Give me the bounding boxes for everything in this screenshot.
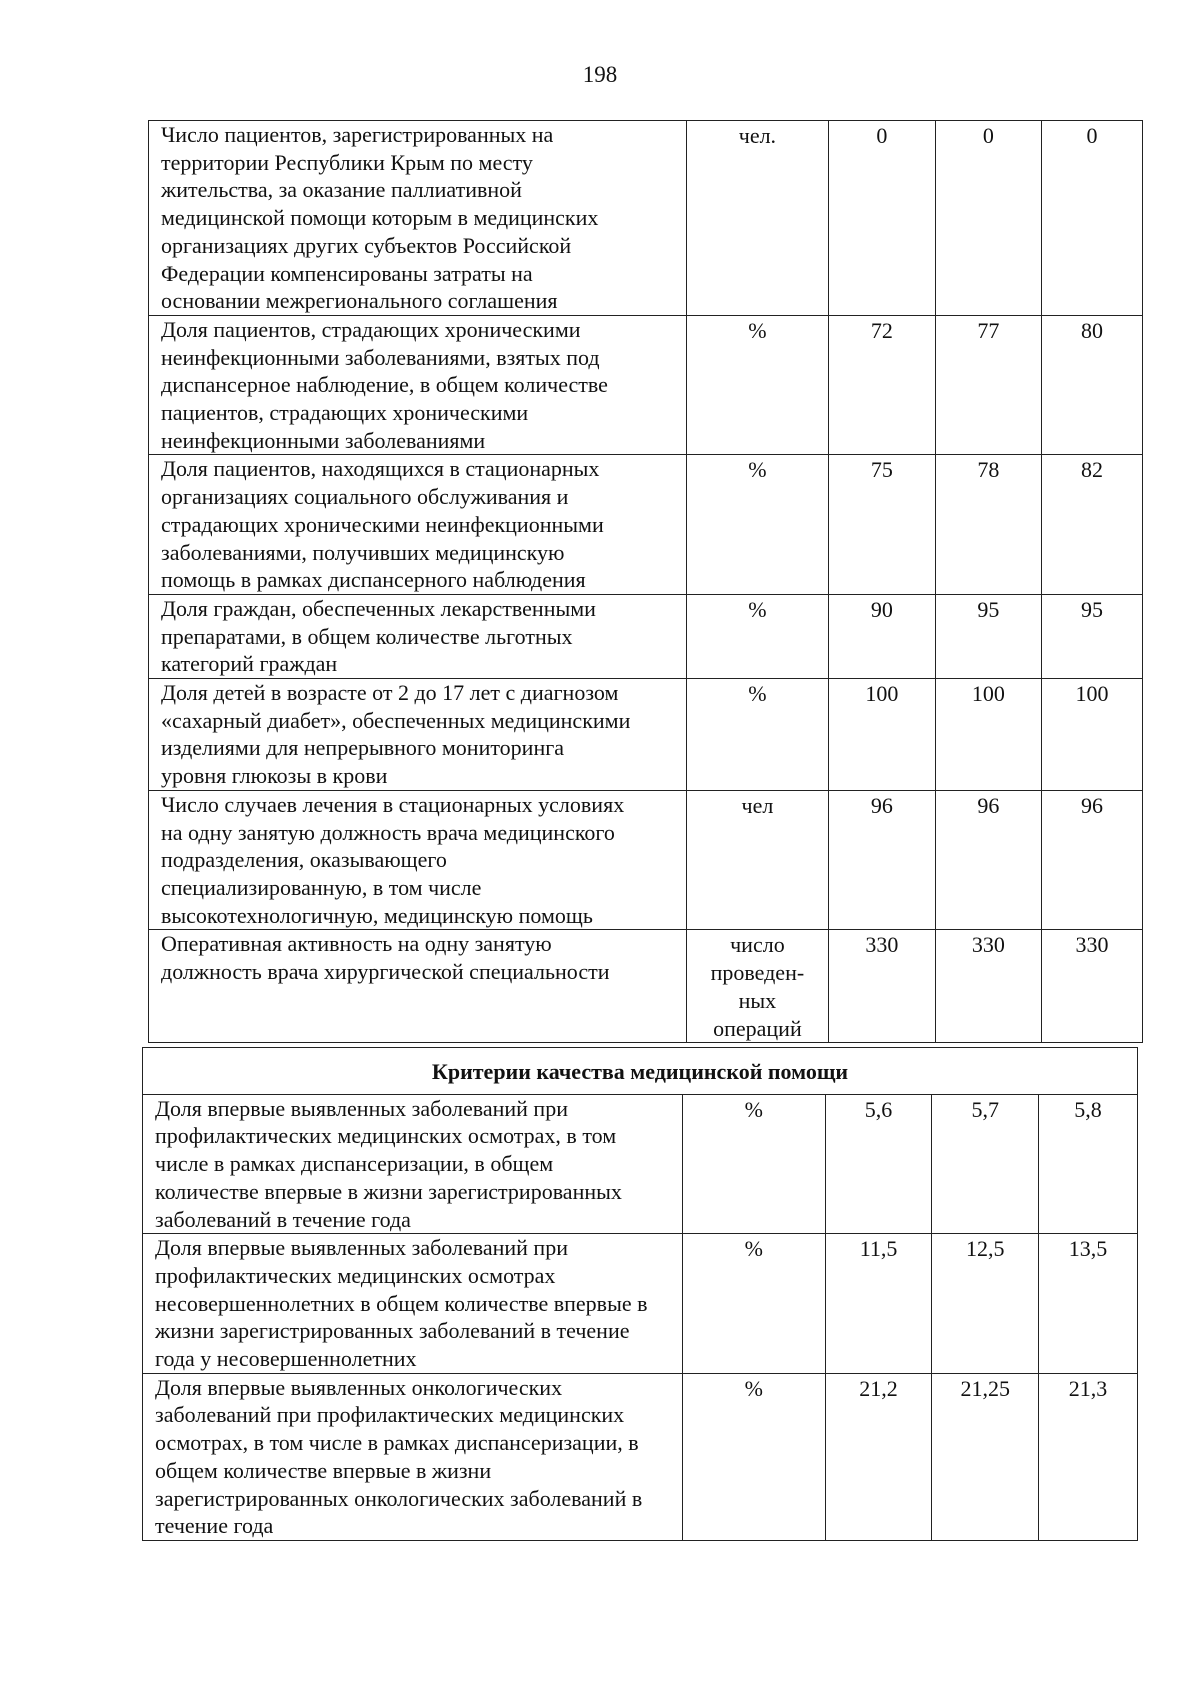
indicator-text-line: заболеваний при профилактических медицинских — [155, 1402, 625, 1428]
value-cell-year-3: 100 — [1042, 679, 1143, 791]
unit-text-line: % — [748, 681, 767, 707]
indicator-cell — [149, 121, 687, 316]
indicator-text-line: Число пациентов, зарегистрированных на — [161, 122, 554, 147]
unit-text-line: ных — [738, 987, 777, 1013]
indicator-cell — [149, 594, 687, 678]
indicator-text-line: Доля пациентов, находящихся в стационарных — [161, 456, 600, 482]
value-cell-year-2: 21,25 — [932, 1373, 1039, 1540]
value-cell-year-1: 0 — [829, 121, 935, 316]
indicator-text-line: организациях других субъектов Российской — [161, 232, 572, 258]
value-cell-year-1: 75 — [829, 455, 935, 595]
unit-cell — [686, 121, 829, 316]
value-cell-year-3: 82 — [1042, 455, 1143, 595]
indicator-text-line: жительства, за оказание паллиативной — [161, 177, 522, 203]
indicator-cell — [143, 1094, 683, 1234]
indicator-cell — [149, 315, 687, 455]
indicator-text-line: профилактических медицинских осмотрах — [155, 1262, 556, 1288]
value-cell-year-2: 96 — [935, 790, 1041, 930]
indicator-text-line: препаратами, в общем количестве льготных — [161, 623, 573, 649]
table-row — [143, 1094, 1138, 1234]
value-cell-year-1: 5,6 — [825, 1094, 932, 1234]
unit-cell — [686, 455, 829, 595]
indicator-text-line: количестве впервые в жизни зарегистрированных — [155, 1178, 622, 1204]
unit-cell — [682, 1373, 825, 1540]
indicator-text-line: Доля впервые выявленных заболеваний при — [155, 1235, 568, 1261]
indicator-text-line: высокотехнологичную, медицинскую помощь — [161, 902, 593, 928]
value-cell-year-1: 11,5 — [825, 1234, 932, 1374]
section-header-row — [143, 1048, 1138, 1095]
value-cell-year-2: 100 — [935, 679, 1041, 791]
value-cell-year-2: 78 — [935, 455, 1041, 595]
page-number: 198 — [582, 62, 618, 87]
value-cell-year-3: 13,5 — [1039, 1234, 1138, 1374]
indicator-text-line: подразделения, оказывающего — [161, 847, 447, 873]
value-cell-year-3: 21,3 — [1039, 1373, 1138, 1540]
indicator-text-line: категорий граждан — [161, 651, 338, 677]
unit-text-line: операций — [713, 1015, 802, 1041]
indicator-cell — [149, 679, 687, 791]
indicator-text-line: осмотрах, в том числе в рамках диспансеризации, в — [155, 1430, 639, 1456]
unit-text-line: % — [748, 457, 767, 483]
value-cell-year-2: 330 — [935, 930, 1041, 1043]
value-cell-year-3: 330 — [1042, 930, 1143, 1043]
indicator-text-line: специализированную, в том числе — [161, 874, 482, 900]
indicator-text-line: течение года — [155, 1513, 274, 1539]
unit-text-line: % — [748, 317, 767, 343]
indicator-text-line: территории Республики Крым по месту — [161, 149, 533, 175]
table-row — [149, 679, 1143, 791]
section-title: Критерии качества медицинской помощи — [143, 1048, 1138, 1095]
unit-text-line: чел. — [738, 123, 777, 148]
indicator-text-line: страдающих хроническими неинфекционными — [161, 511, 604, 537]
value-cell-year-2: 5,7 — [932, 1094, 1039, 1234]
unit-cell — [682, 1234, 825, 1374]
indicator-text-line: основании межрегионального соглашения — [161, 288, 558, 314]
table-row — [149, 121, 1143, 316]
unit-text-line: % — [744, 1096, 763, 1122]
indicator-text-line: Доля детей в возрасте от 2 до 17 лет с диагнозом — [161, 680, 619, 706]
value-cell-year-3: 5,8 — [1039, 1094, 1138, 1234]
table-row — [143, 1234, 1138, 1374]
indicator-text-line: числе в рамках диспансеризации, в общем — [155, 1151, 554, 1177]
table-row — [149, 315, 1143, 455]
indicator-text-line: Доля пациентов, страдающих хроническими — [161, 316, 581, 342]
value-cell-year-1: 330 — [829, 930, 935, 1043]
indicator-text-line: зарегистрированных онкологических заболеваний в — [155, 1485, 643, 1511]
value-cell-year-3: 80 — [1042, 315, 1143, 455]
unit-cell — [686, 679, 829, 791]
indicator-cell — [143, 1373, 683, 1540]
indicator-text-line: Доля граждан, обеспеченных лекарственными — [161, 595, 596, 621]
indicator-text-line: Оперативная активность на одну занятую — [161, 931, 552, 957]
indicator-text-line: изделиями для непрерывного мониторинга — [161, 735, 565, 761]
indicator-cell — [149, 930, 687, 1043]
indicator-text-line: «сахарный диабет», обеспеченных медицинскими — [161, 707, 631, 733]
value-cell-year-3: 95 — [1042, 594, 1143, 678]
indicator-text-line: помощь в рамках диспансерного наблюдения — [161, 567, 586, 593]
indicator-cell — [149, 790, 687, 930]
quality-criteria-table — [142, 1047, 1138, 1541]
indicator-text-line: организациях социального обслуживания и — [161, 484, 569, 510]
value-cell-year-2: 95 — [935, 594, 1041, 678]
indicator-text-line: неинфекционными заболеваниями — [161, 427, 486, 453]
indicator-text-line: на одну занятую должность врача медицинского — [161, 819, 615, 845]
table-row — [149, 790, 1143, 930]
indicator-text-line: заболеваний в течение года — [155, 1206, 411, 1232]
value-cell-year-1: 21,2 — [825, 1373, 932, 1540]
unit-cell — [686, 790, 829, 930]
indicators-table — [148, 120, 1143, 1043]
indicator-text-line: общем количестве впервые в жизни — [155, 1457, 492, 1483]
indicator-text-line: жизни зарегистрированных заболеваний в течение — [155, 1318, 630, 1344]
unit-text-line: проведен- — [710, 960, 805, 986]
table-row — [149, 594, 1143, 678]
table-row — [149, 930, 1143, 1043]
indicator-text-line: медицинской помощи которым в медицинских — [161, 205, 599, 231]
indicator-text-line: пациентов, страдающих хроническими — [161, 400, 529, 426]
value-cell-year-3: 0 — [1042, 121, 1143, 316]
value-cell-year-3: 96 — [1042, 790, 1143, 930]
value-cell-year-1: 100 — [829, 679, 935, 791]
unit-cell — [686, 594, 829, 678]
value-cell-year-2: 0 — [935, 121, 1041, 316]
unit-text-line: % — [748, 596, 767, 622]
unit-cell — [682, 1094, 825, 1234]
table-row — [149, 455, 1143, 595]
value-cell-year-1: 96 — [829, 790, 935, 930]
indicator-text-line: профилактических медицинских осмотрах, в том — [155, 1123, 617, 1149]
indicator-cell — [143, 1234, 683, 1374]
value-cell-year-2: 12,5 — [932, 1234, 1039, 1374]
indicator-text-line: заболеваниями, получивших медицинскую — [161, 539, 565, 565]
unit-text-line: % — [744, 1236, 763, 1262]
unit-text-line: % — [744, 1375, 763, 1401]
indicator-text-line: Число случаев лечения в стационарных условиях — [161, 791, 625, 817]
indicator-text-line: диспансерное наблюдение, в общем количестве — [161, 372, 608, 398]
indicator-text-line: Доля впервые выявленных онкологических — [155, 1374, 563, 1400]
indicator-text-line: несовершеннолетних в общем количестве впервые в — [155, 1290, 648, 1316]
unit-cell — [686, 315, 829, 455]
indicator-text-line: неинфекционными заболеваниями, взятых под — [161, 344, 600, 370]
table-row — [143, 1373, 1138, 1540]
indicator-text-line: уровня глюкозы в крови — [161, 763, 388, 789]
unit-cell — [686, 930, 829, 1043]
unit-text-line: число — [730, 932, 785, 958]
indicator-text-line: года у несовершеннолетних — [155, 1346, 417, 1372]
unit-text-line: чел — [741, 792, 774, 818]
value-cell-year-1: 72 — [829, 315, 935, 455]
indicator-text-line: должность врача хирургической специальности — [161, 959, 610, 985]
value-cell-year-2: 77 — [935, 315, 1041, 455]
indicator-cell — [149, 455, 687, 595]
indicator-text-line: Доля впервые выявленных заболеваний при — [155, 1095, 568, 1121]
value-cell-year-1: 90 — [829, 594, 935, 678]
indicator-text-line: Федерации компенсированы затраты на — [161, 260, 533, 286]
